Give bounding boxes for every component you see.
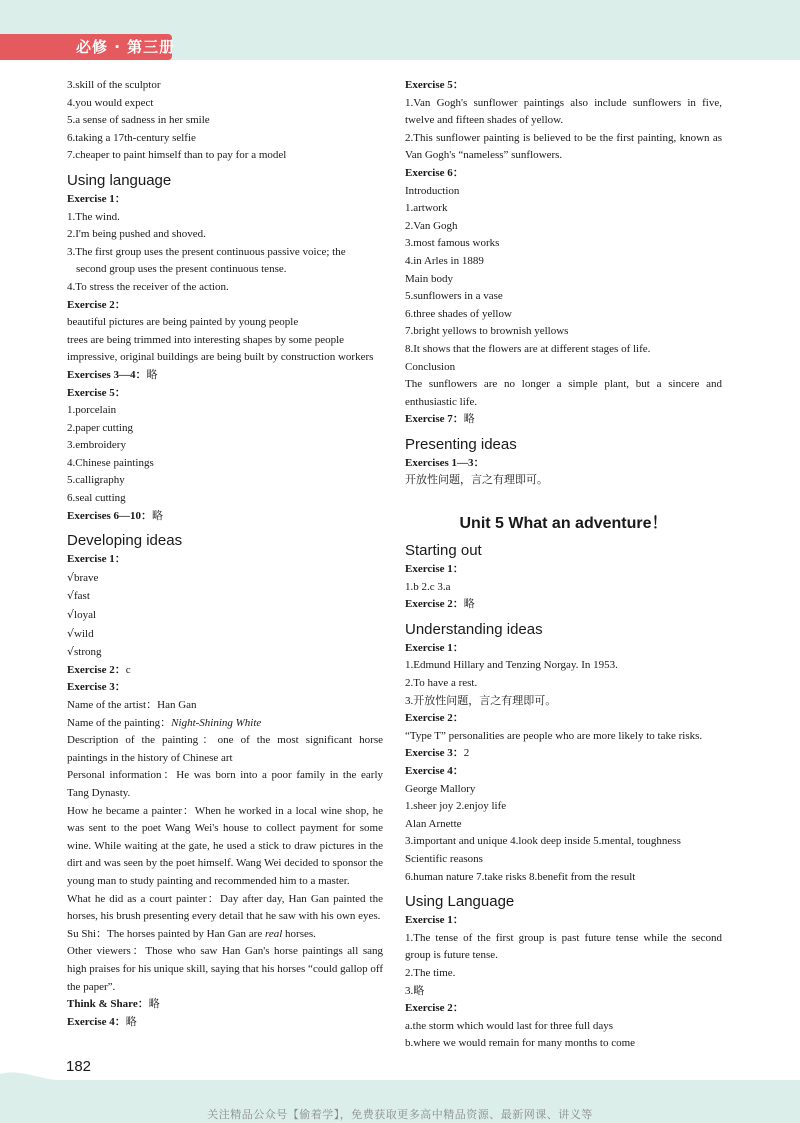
right-column <box>405 77 722 1053</box>
answer-line: 2.This sunflower painting is believed to be the first painting, known as Van Gogh's “nameless” sunflowers. <box>405 131 722 162</box>
answer-line: Scientific reasons <box>405 852 483 865</box>
answer-line: 2.Van Gogh <box>405 219 458 232</box>
exercise-label: Exercise 6： <box>405 166 464 179</box>
answer-line: 6.three shades of yellow <box>405 307 512 320</box>
emphasis: real <box>264 927 283 940</box>
exercise-label: Exercise 2： <box>67 298 126 311</box>
answer-line: 1.The tense of the first group is past future tense while the second group is future tense. <box>405 931 722 962</box>
answer-line: 1.sheer joy 2.enjoy life <box>405 800 507 813</box>
answer-text: 略 <box>152 509 164 522</box>
checked-item: √ wild <box>67 625 383 644</box>
answer-text: 略 <box>463 598 475 611</box>
checked-item: √ fast <box>67 587 383 606</box>
exercise-label: Exercise 4： <box>67 1015 126 1028</box>
answer-line: impressive, original buildings are being built by construction workers <box>67 351 374 364</box>
exercise-label: Exercise 2： <box>405 1002 464 1015</box>
exercise-label: Exercise 2： <box>405 712 464 725</box>
unit-title: Unit 5 What an adventure！ <box>459 515 668 533</box>
answer-line: Alan Arnette <box>405 817 462 830</box>
answer-line: 5.sunflowers in a vase <box>405 290 503 303</box>
answer-line: 4.Chinese paintings <box>67 456 154 469</box>
answer-line: The sunflowers are no longer a simple plant, but a sincere and enthusiastic life. <box>405 378 722 408</box>
answer-line: 2.paper cutting <box>67 421 133 434</box>
paragraph: Personal information：He was born into a poor family in the early Tang Dynasty. <box>67 769 383 799</box>
answer-line: 4.To stress the receiver of the action. <box>67 280 229 293</box>
answer-line: 3.The first group uses the present continuous passive voice; the <box>67 245 346 258</box>
answer-text: 略 <box>146 368 158 381</box>
answer-line: 4.in Arles in 1889 <box>405 254 484 267</box>
answer-line: 3.略 <box>405 984 425 997</box>
exercise-label: Exercise 1： <box>405 563 464 576</box>
answer-line: Conclusion <box>405 360 456 373</box>
answer-line: 3.开放性问题，言之有理即可。 <box>405 694 557 707</box>
paragraph: How he became a painter：When he worked in a local wine shop, he was sent to the poet Wang Wei's house to collect payment for some wine. While waiting at the gate, he used a stick to draw pictures in the dirt and was seen by the poet himself. Wang Wei decided to sponsor the young man to study painting and recommended him to a master. <box>67 804 383 887</box>
answer-line: trees are being trimmed into interesting shapes by some people <box>67 333 345 346</box>
exercise-label: Exercise 5： <box>67 386 126 399</box>
answer-line: 6.human nature 7.take risks 8.benefit from the result <box>405 870 636 883</box>
list-item: 4.you would expect <box>67 96 154 109</box>
answer-line: Introduction <box>405 184 460 197</box>
checked-item: √ strong <box>67 643 383 662</box>
exercise-label: Exercises 1—3： <box>405 456 485 469</box>
exercise-label: Exercise 1： <box>405 914 464 927</box>
list-item: 5.a sense of sadness in her smile <box>67 114 210 127</box>
exercise-label: Think & Share： <box>67 998 149 1011</box>
exercise-label: Exercise 2： <box>405 598 464 611</box>
exercise-label: Exercise 2： <box>67 663 126 676</box>
header-tab-label: 必修 · 第三册 <box>76 38 176 56</box>
answer-line: beautiful pictures are being painted by young people <box>67 316 299 329</box>
answer-line: second group uses the present continuous tense. <box>76 263 287 276</box>
answer-line: 2.I'm being pushed and shoved. <box>67 228 206 241</box>
footer-notice: 关注精品公众号【偷着学】，免费获取更多高中精品资源、最新网课、讲义等 <box>207 1108 593 1121</box>
answer-line: George Mallory <box>405 782 476 795</box>
answer-line: 3.most famous works <box>405 237 500 250</box>
section-heading: Presenting ideas <box>405 435 517 453</box>
exercise-label: Exercise 5： <box>405 79 464 91</box>
answer-line: b.where we would remain for many months to come <box>405 1037 636 1050</box>
answer-line: 1.b 2.c 3.a <box>405 580 451 593</box>
painting-name: Night-Shining White <box>171 716 262 729</box>
left-column <box>67 77 383 1031</box>
list-item: 3.skill of the sculptor <box>67 79 161 91</box>
answer-text: 略 <box>148 998 160 1011</box>
answer-line: 1.porcelain <box>67 404 117 417</box>
section-heading: Starting out <box>405 542 482 560</box>
checked-item: √ brave <box>67 569 383 588</box>
text-run: horses. <box>282 927 316 940</box>
answer-line: 1.Van Gogh's sunflower paintings also include sunflowers in five, twelve and fifteen shades of yellow. <box>405 96 722 127</box>
answer-line: Main body <box>405 272 453 285</box>
paragraph: What he did as a court painter：Day after day, Han Gan painted the horses, his brush presenting every detail that he saw with his own eyes. <box>67 892 383 923</box>
field-label: Name of the painting： <box>67 716 172 729</box>
exercise-label: Exercise 3： <box>67 681 126 694</box>
section-heading: Developing ideas <box>67 532 183 550</box>
answer-text: 略 <box>125 1015 137 1028</box>
exercise-label: Exercise 1： <box>405 641 464 654</box>
answer-line: 5.calligraphy <box>67 474 125 487</box>
answer-line: 开放性问题，言之有理即可。 <box>405 474 548 487</box>
exercise-label: Exercise 7： <box>405 413 464 426</box>
answer-line: 1.Edmund Hillary and Tenzing Norgay. In 1953. <box>405 659 618 672</box>
section-heading: Using Language <box>405 893 515 911</box>
answer-text: 略 <box>463 413 475 426</box>
exercise-label: Exercise 4： <box>405 765 464 777</box>
paragraph: Other viewers：Those who saw Han Gan's horse paintings all sang high praises for his unique skill, saying that his horses “could gallop off the paper”. <box>67 945 384 993</box>
paragraph <box>67 926 383 944</box>
answer-line: 7.bright yellows to brownish yellows <box>405 325 569 338</box>
intro-list <box>67 77 383 165</box>
section-heading: Understanding ideas <box>405 620 543 638</box>
answer-line: a.the storm which would last for three full days <box>405 1019 614 1032</box>
answer-line: 1.The wind. <box>67 210 120 223</box>
answer-text: 2 <box>463 747 470 760</box>
page-number: 182 <box>66 1058 92 1075</box>
artist-name: Han Gan <box>157 699 197 711</box>
answer-text: c <box>125 663 131 676</box>
exercise-label: Exercise 3： <box>405 747 464 760</box>
exercise-label: Exercises 3—4： <box>67 368 147 381</box>
list-item: 7.cheaper to paint himself than to pay for a model <box>67 149 287 162</box>
section-heading: Using language <box>67 171 172 189</box>
answer-line: 3.embroidery <box>67 439 126 452</box>
checked-item: √ loyal <box>67 606 383 625</box>
exercise-label: Exercise 1： <box>67 553 126 566</box>
paragraph: Description of the painting：one of the most significant horse paintings in the history of Chinese art <box>67 734 383 764</box>
text-run: Su Shi：The horses painted by Han Gan are <box>67 927 265 940</box>
field-label: Name of the artist： <box>67 699 158 711</box>
answer-line: 1.artwork <box>405 202 448 215</box>
answer-line: “Type T” personalities are people who are more likely to take risks. <box>405 729 703 742</box>
answer-line: 3.important and unique 4.look deep inside 5.mental, toughness <box>405 835 681 848</box>
answer-line: 2.The time. <box>405 966 456 979</box>
exercise-label: Exercise 1： <box>67 192 126 205</box>
list-item: 6.taking a 17th-century selfie <box>67 131 196 144</box>
answer-line: 2.To have a rest. <box>405 677 478 690</box>
answer-line: 6.seal cutting <box>67 492 126 505</box>
answer-line: 8.It shows that the flowers are at different stages of life. <box>405 342 651 355</box>
exercise-label: Exercises 6—10： <box>67 509 153 522</box>
